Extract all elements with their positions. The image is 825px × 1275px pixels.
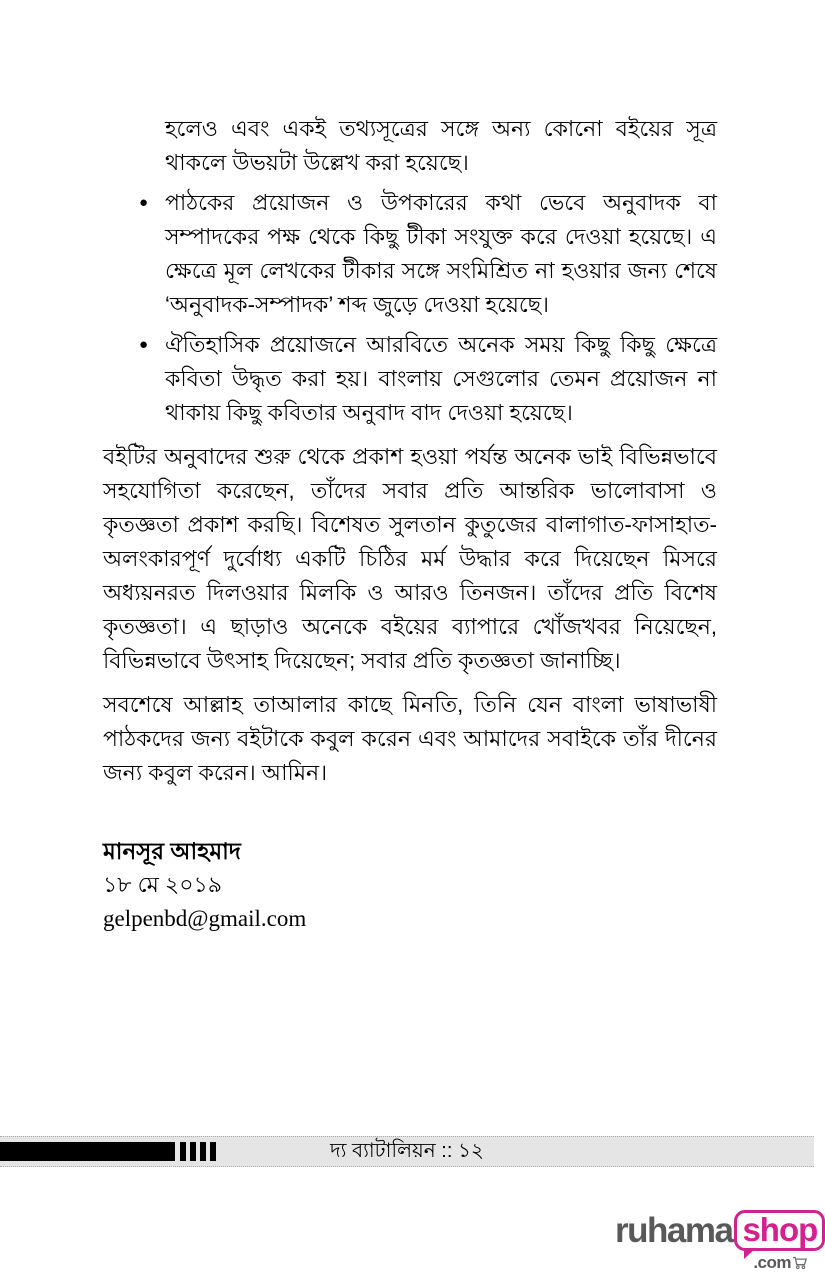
logo-text-com: .com <box>753 1253 791 1272</box>
page-body-text <box>103 112 717 936</box>
author-name: মানসূর আহমাদ <box>103 838 241 864</box>
speech-bubble <box>734 1210 825 1251</box>
bullet-icon: ● <box>139 194 149 211</box>
ruhamashop-watermark-logo <box>615 1210 818 1272</box>
logo-text-ruhama: ruhama <box>615 1210 733 1250</box>
bullet-item-text: পাঠকের প্রয়োজন ও উপকারের কথা ভেবে অনুবাদক বা সম্পাদকের পক্ষ থেকে কিছু টীকা সংযুক্ত করে দেওয়া হয়েছে। এ ক্ষেত্রে মূল লেখকের টীকার সঙ্গে সংমিশ্রিত না হওয়ার জন্য শেষে ‘অনুবাদক-সম্পাদক’ শব্দ জুড়ে দেওয়া হয়েছে। <box>165 190 717 317</box>
author-email: gelpenbd@gmail.com <box>103 906 307 931</box>
footer-bar <box>0 1136 814 1167</box>
signature-block <box>103 834 717 936</box>
bullet-item-text: ঐতিহাসিক প্রয়োজনে আরবিতে অনেক সময় কিছু কিছু ক্ষেত্রে কবিতা উদ্ধৃত করা হয়। বাংলায় সেগুলোর তেমন প্রয়োজন না থাকায় কিছু কবিতার অনুবাদ বাদ দেওয়া হয়েছে। <box>165 332 717 425</box>
acknowledgement-paragraph: বইটির অনুবাদের শুরু থেকে প্রকাশ হওয়া পর্যন্ত অনেক ভাই বিভিন্নভাবে সহযোগিতা করেছেন, তাঁদের সবার প্রতি আন্তরিক ভালোবাসা ও কৃতজ্ঞতা প্রকাশ করছি। বিশেষত সুলতান কুতুজের বালাগাত-ফাসাহাত-অলংকারপূর্ণ দুর্বোধ্য একটি চিঠির মর্ম উদ্ধার করে দিয়েছেন মিসরে অধ্যয়নরত দিলওয়ার মিলকি ও আরও তিনজন। তাঁদের প্রতি বিশেষ কৃতজ্ঞতা। এ ছাড়াও অনেকে বইয়ের ব্যাপারে খোঁজখবর নিয়েছেন, বিভিন্নভাবে উৎসাহ দিয়েছেন; সবার প্রতি কৃতজ্ঞতা জানাচ্ছি। <box>103 444 717 673</box>
speech-bubble-tail-icon <box>744 1248 756 1259</box>
cart-icon <box>792 1256 808 1270</box>
closing-dua-paragraph: সবশেষে আল্লাহ তাআলার কাছে মিনতি, তিনি যেন বাংলা ভাষাভাষী পাঠকদের জন্য বইটাকে কবুল করেন এবং আমাদের সবাইকে তাঁর দীনের জন্য কবুল করেন। আমিন। <box>103 692 717 785</box>
bullet-item <box>103 186 717 322</box>
bullet-item <box>103 328 717 430</box>
bullet-icon: ● <box>139 336 149 353</box>
book-title-page-number: দ্য ব্যাটালিয়ন :: ১২ <box>330 1140 484 1162</box>
signature-date: ১৮ মে ২০১৯ <box>103 872 223 897</box>
bullet-continuation-text: হলেও এবং একই তথ্যসূত্রের সঙ্গে অন্য কোনো বইয়ের সূত্র থাকলে উভয়টা উল্লেখ করা হয়েছে। <box>165 116 717 175</box>
logo-text-shop: shop <box>742 1211 818 1248</box>
